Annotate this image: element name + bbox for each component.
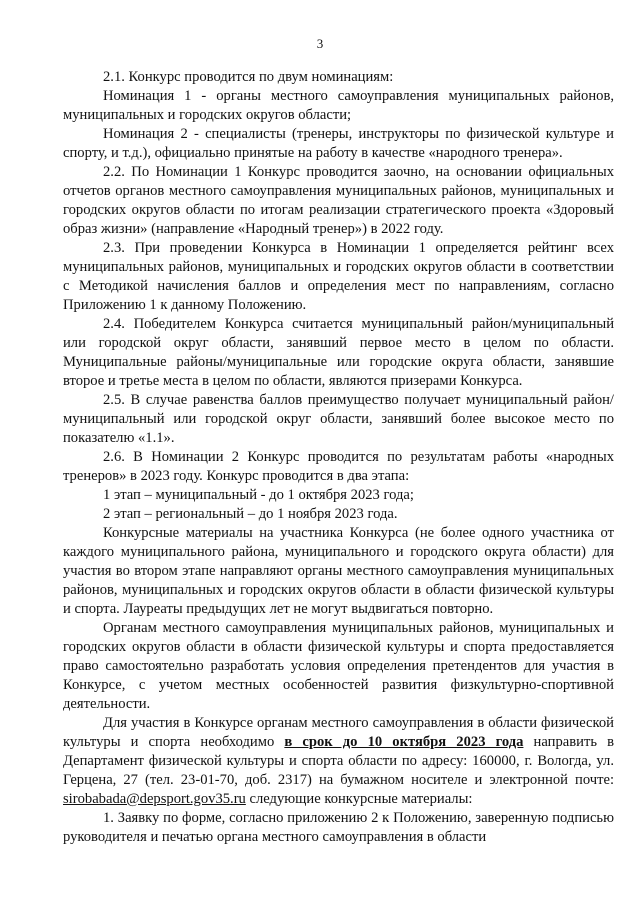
page-number: 3 [316, 36, 324, 51]
paragraph-2-5: 2.5. В случае равенства баллов преимущество получает муниципальный район/муниципальный или городской округ области, занявший более высокое место по показателю «1.1». [63, 392, 614, 446]
paragraph-materials: Конкурсные материалы на участника Конкурса (не более одного участника от каждого муниципального района, муниципального и городского округа области) для участия во втором этапе направляют органы местного самоуправления муниципальных районов, муниципальных и городских округов области в области физической культуры и спорта. Лауреаты предыдущих лет не могут выдвигаться повторно. [63, 525, 614, 617]
paragraph-2-4: 2.4. Победителем Конкурса считается муниципальный район/муниципальный или городской округ области, занявший первое место в целом по области. Муниципальные районы/муниципальные или городские округа области, занявшие второе и третье места в целом по области, являются призерами Конкурса. [63, 316, 614, 389]
paragraph-local-authorities: Органам местного самоуправления муниципальных районов, муниципальных и городских округов области в области физической культуры и спорта предоставляется право самостоятельно разработать условия определения претендентов для участия в Конкурсе, с учетом местных особенностей развития физкультурно-спортивной деятельности. [63, 620, 614, 712]
paragraph-item-1: 1. Заявку по форме, согласно приложению 2 к Положению, заверенную подписью руководителя и печатью органа местного самоуправления в области [63, 810, 614, 845]
document-body [63, 68, 614, 847]
email-link[interactable]: sirobabada@depsport.gov35.ru [63, 791, 246, 807]
paragraph-nomination-2: Номинация 2 - специалисты (тренеры, инструкторы по физической культуре и спорту, и т.д.), официально принятые на работу в качестве «народного тренера». [63, 126, 614, 161]
paragraph-stage-1: 1 этап – муниципальный - до 1 октября 2023 года; [103, 487, 414, 503]
deadline-text: в срок до 10 октября 2023 года [284, 734, 524, 750]
paragraph-2-1: 2.1. Конкурс проводится по двум номинациям: [103, 69, 394, 85]
paragraph-nomination-1: Номинация 1 - органы местного самоуправления муниципальных районов, муниципальных и городских округов области; [63, 88, 614, 123]
submission-text-1: Для участия в Конкурсе органам местного самоуправления в области физической культуры и спорта необходимо [63, 715, 614, 750]
submission-text-3: следующие конкурсные материалы: [245, 791, 473, 807]
paragraph-2-6: 2.6. В Номинации 2 Конкурс проводится по результатам работы «народных тренеров» в 2023 году. Конкурс проводится в два этапа: [63, 449, 614, 484]
paragraph-2-3: 2.3. При проведении Конкурса в Номинации 1 определяется рейтинг всех муниципальных районов, муниципальных и городских округов области в соответствии с Методикой начисления баллов и определения мест по направлениям, согласно Приложению 1 к данному Положению. [63, 240, 614, 313]
paragraph-submission [63, 714, 614, 809]
paragraph-2-2: 2.2. По Номинации 1 Конкурс проводится заочно, на основании официальных отчетов органов местного самоуправления муниципальных районов, муниципальных и городских округов области по итогам реализации стратегического проекта «Здоровый образ жизни» (направление «Народный тренер») в 2022 году. [63, 164, 614, 237]
paragraph-stage-2: 2 этап – региональный – до 1 ноября 2023 года. [103, 506, 398, 522]
submission-text-2: направить в Департамент физической культуры и спорта области по адресу: 160000, г. Вологда, ул. Герцена, 27 (тел. 23-01-70, доб. 2317) на бумажном носителе и электронной почте: [63, 734, 614, 788]
